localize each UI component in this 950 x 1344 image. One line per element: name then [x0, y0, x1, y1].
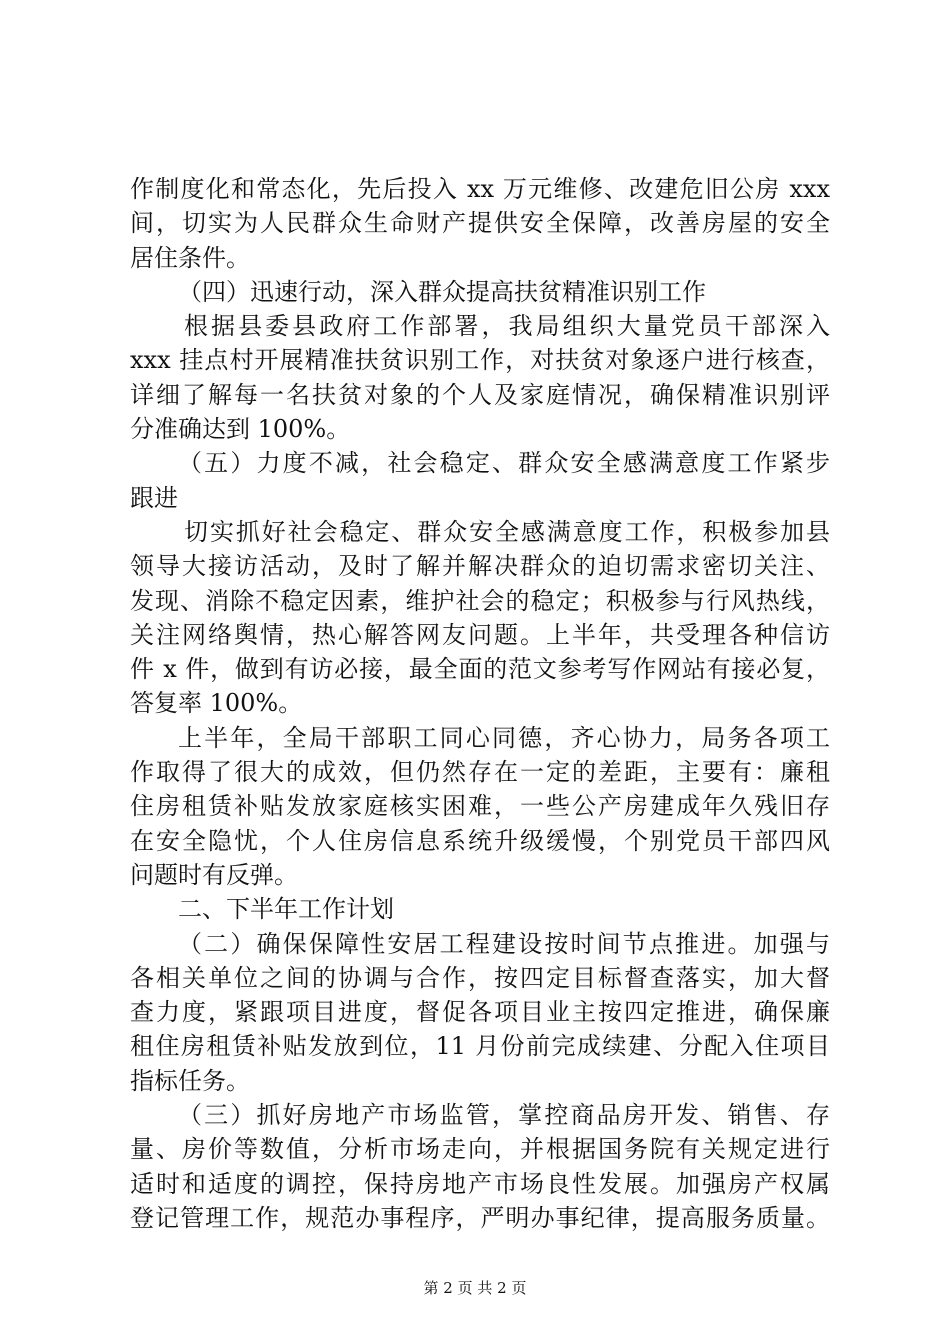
text-line: 量、房价等数值，分析市场走向，并根据国务院有关规定进行 — [130, 1135, 830, 1164]
text-line: （三）抓好房地产市场监管，掌控商品房开发、销售、存 — [178, 1101, 830, 1130]
text-line: （四）迅速行动，深入群众提高扶贫精准识别工作 — [178, 277, 706, 306]
document-body — [130, 172, 830, 1235]
text-line: 关注网络舆情，热心解答网友问题。上半年，共受理各种信访 — [130, 620, 830, 649]
text-line: 跟进 — [130, 483, 178, 512]
text-line: 作取得了很大的成效，但仍然存在一定的差距，主要有：廉租 — [130, 758, 830, 787]
text-line: 切实抓好社会稳定、群众安全感满意度工作，积极参加县 — [184, 517, 830, 546]
text-line: 问题时有反弹。 — [130, 860, 298, 889]
text-line: 作制度化和常态化，先后投入 xx 万元维修、改建危旧公房 xxx — [130, 175, 830, 203]
text-line: 间，切实为人民群众生命财产提供安全保障，改善房屋的安全 — [130, 209, 830, 238]
text-line: 分准确达到 100%。 — [130, 415, 351, 444]
text-line: 上半年，全局干部职工同心同德，齐心协力，局务各项工 — [178, 723, 830, 752]
text-line: 领导大接访活动，及时了解并解决群众的迫切需求密切关注、 — [130, 552, 830, 581]
text-line: （二）确保保障性安居工程建设按时间节点推进。加强与 — [178, 929, 830, 958]
text-line: 适时和适度的调控，保持房地产市场良性发展。加强房产权属 — [130, 1169, 830, 1198]
text-line: 查力度，紧跟项目进度，督促各项目业主按四定推进，确保廉 — [130, 998, 830, 1027]
text-line: 各相关单位之间的协调与合作，按四定目标督查落实，加大督 — [130, 963, 830, 992]
text-line: （五）力度不减，社会稳定、群众安全感满意度工作紧步 — [178, 449, 830, 478]
text-line: 件 x 件，做到有访必接，最全面的范文参考写作网站有接必复， — [130, 655, 830, 684]
text-line: 住房租赁补贴发放家庭核实困难，一些公产房建成年久残旧存 — [130, 792, 830, 821]
text-line: 居住条件。 — [130, 243, 250, 272]
text-line: 在安全隐忧，个人住房信息系统升级缓慢，个别党员干部四风 — [130, 826, 830, 855]
text-line: 二、下半年工作计划 — [178, 895, 394, 924]
text-line: xxx 挂点村开展精准扶贫识别工作，对扶贫对象逐户进行核查， — [130, 346, 830, 375]
text-line: 指标任务。 — [130, 1066, 250, 1095]
text-line: 根据县委县政府工作部署，我局组织大量党员干部深入 — [184, 312, 830, 341]
text-line: 发现、消除不稳定因素，维护社会的稳定；积极参与行风热线， — [130, 586, 830, 615]
text-line: 登记管理工作，规范办事程序，严明办事纪律，提高服务质量。 — [130, 1203, 830, 1232]
page-footer: 第 2 页 共 2 页 — [423, 1279, 527, 1297]
text-line: 答复率 100%。 — [130, 689, 303, 718]
text-line: 租住房租赁补贴发放到位，11 月份前完成续建、分配入住项目 — [130, 1032, 830, 1061]
text-line: 详细了解每一名扶贫对象的个人及家庭情况，确保精准识别评 — [130, 380, 830, 409]
